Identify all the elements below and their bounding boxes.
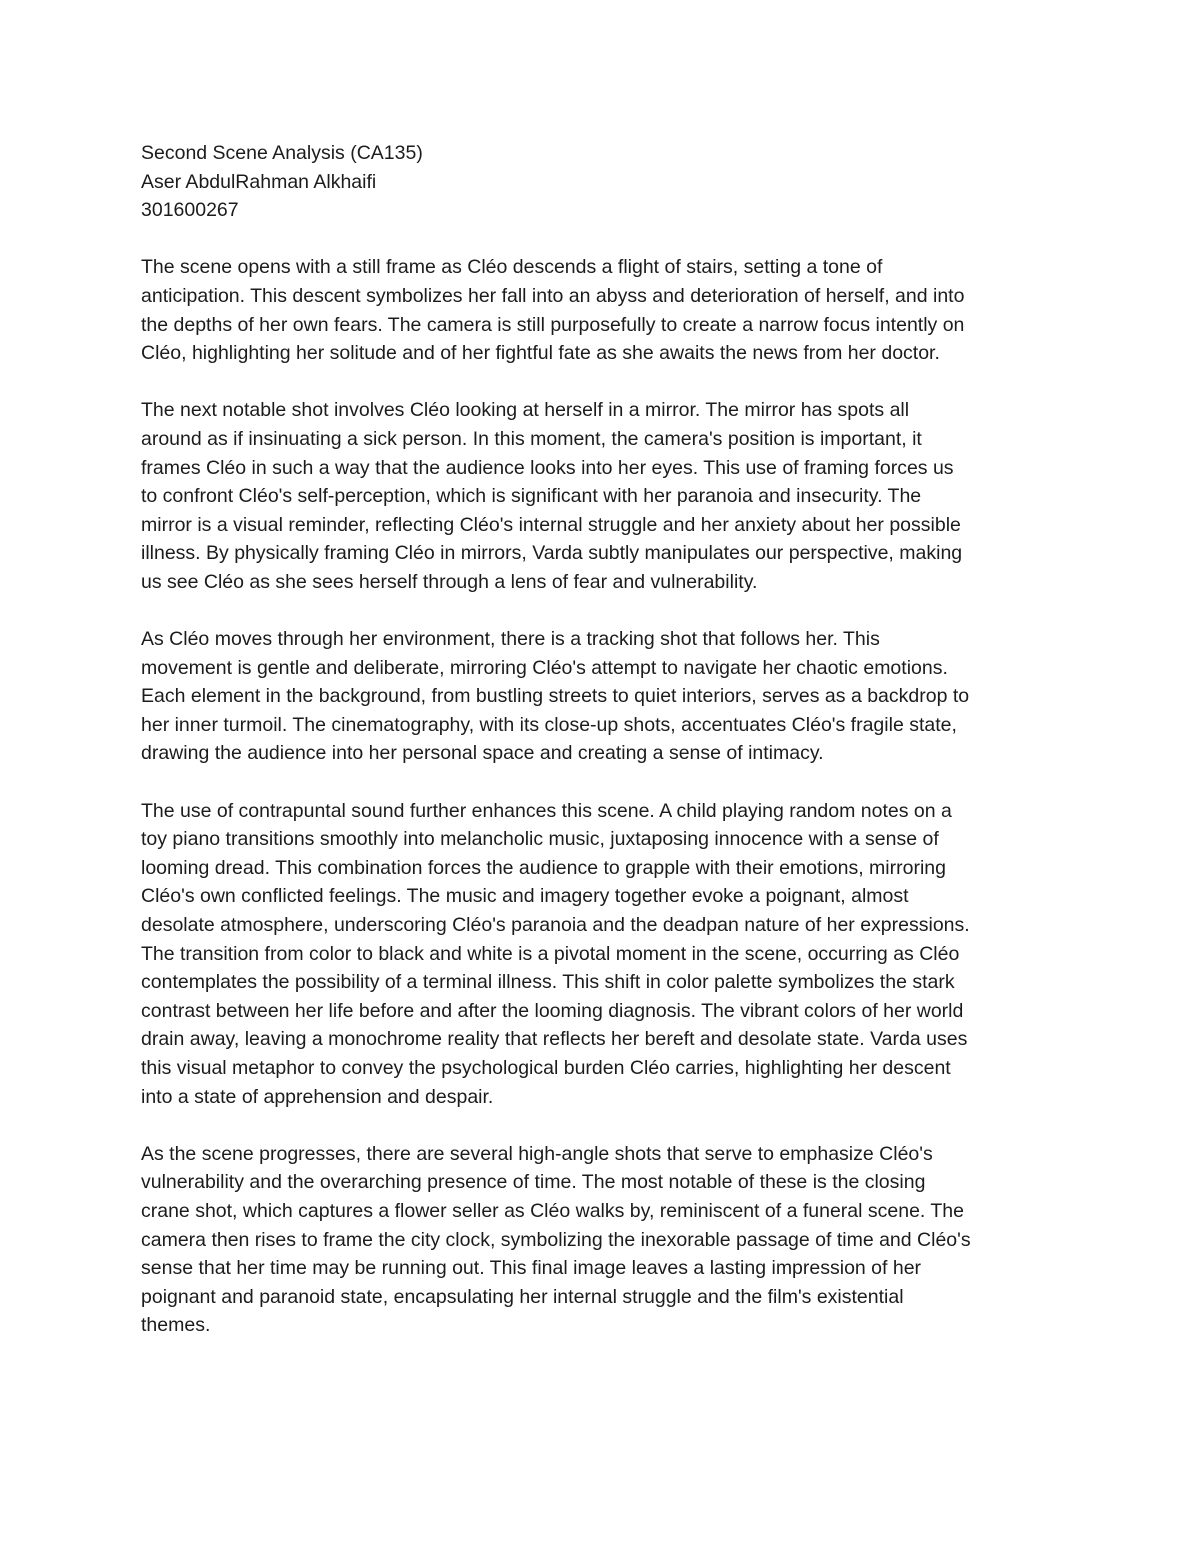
paragraph	[141, 1140, 1071, 1340]
text-line: anticipation. This descent symbolizes her fall into an abyss and deterioration of herself, and into	[141, 284, 965, 307]
text-line: Each element in the background, from bustling streets to quiet interiors, serves as a backdrop to	[141, 685, 970, 708]
text-line: contemplates the possibility of a terminal illness. This shift in color palette symbolizes the stark	[141, 971, 955, 994]
text-line: to confront Cléo's self-perception, which is significant with her paranoia and insecurity. The	[141, 485, 922, 508]
text-line: drawing the audience into her personal space and creating a sense of intimacy.	[141, 742, 824, 765]
text-line: around as if insinuating a sick person. In this moment, the camera's position is important, it	[141, 427, 922, 450]
text-line: The use of contrapuntal sound further enhances this scene. A child playing random notes on a	[141, 799, 952, 822]
author-name: Aser AbdulRahman Alkhaifi	[141, 170, 377, 193]
text-line: mirror is a visual reminder, reflecting Cléo's internal struggle and her anxiety about her possible	[141, 513, 961, 536]
document-body	[141, 253, 1071, 1340]
text-line: looming dread. This combination forces the audience to grapple with their emotions, mirroring	[141, 856, 946, 879]
text-line: the depths of her own fears. The camera is still purposefully to create a narrow focus intently on	[141, 313, 965, 336]
text-line: The transition from color to black and white is a pivotal moment in the scene, occurring as Cléo	[141, 942, 960, 965]
text-line: movement is gentle and deliberate, mirroring Cléo's attempt to navigate her chaotic emotions.	[141, 656, 948, 679]
document-title: Second Scene Analysis (CA135)	[141, 142, 423, 164]
paragraph	[141, 797, 1071, 1112]
text-line: drain away, leaving a monochrome reality that reflects her bereft and desolate state. Varda uses	[141, 1028, 968, 1051]
paragraph	[141, 253, 1071, 367]
text-line: vulnerability and the overarching presence of time. The most notable of these is the closing	[141, 1171, 926, 1194]
text-line: sense that her time may be running out. This final image leaves a lasting impression of her	[141, 1257, 922, 1280]
text-line: As the scene progresses, there are several high-angle shots that serve to emphasize Cléo's	[141, 1142, 933, 1165]
text-line: this visual metaphor to convey the psychological burden Cléo carries, highlighting her descent	[141, 1057, 951, 1079]
text-line: poignant and paranoid state, encapsulating her internal struggle and the film's existential	[141, 1285, 904, 1308]
text-line: us see Cléo as she sees herself through a lens of fear and vulnerability.	[141, 570, 758, 593]
text-line: Cléo, highlighting her solitude and of her fightful fate as she awaits the news from her doctor.	[141, 342, 940, 365]
text-line: frames Cléo in such a way that the audience looks into her eyes. This use of framing forces us	[141, 456, 954, 479]
paragraph	[141, 625, 1071, 768]
text-line: The scene opens with a still frame as Cléo descends a flight of stairs, setting a tone of	[141, 256, 883, 279]
text-line: illness. By physically framing Cléo in mirrors, Varda subtly manipulates our perspective, making	[141, 542, 963, 565]
student-id: 301600267	[141, 199, 239, 222]
text-line: toy piano transitions smoothly into melancholic music, juxtaposing innocence with a sense of	[141, 828, 939, 851]
text-line: themes.	[141, 1314, 211, 1337]
document-page	[141, 139, 1071, 1369]
text-line: into a state of apprehension and despair.	[141, 1085, 494, 1108]
text-line: camera then rises to frame the city clock, symbolizing the inexorable passage of time and Cléo's	[141, 1228, 971, 1251]
text-line: desolate atmosphere, underscoring Cléo's paranoia and the deadpan nature of her expressions.	[141, 914, 970, 937]
paragraph	[141, 396, 1071, 596]
text-line: crane shot, which captures a flower seller as Cléo walks by, reminiscent of a funeral scene. The	[141, 1199, 964, 1222]
text-line: As Cléo moves through her environment, there is a tracking shot that follows her. This	[141, 628, 880, 651]
text-line: The next notable shot involves Cléo looking at herself in a mirror. The mirror has spots all	[141, 399, 910, 422]
text-line: Cléo's own conflicted feelings. The music and imagery together evoke a poignant, almost	[141, 885, 909, 908]
text-line: her inner turmoil. The cinematography, with its close-up shots, accentuates Cléo's fragile state,	[141, 713, 957, 736]
text-line: contrast between her life before and after the looming diagnosis. The vibrant colors of her world	[141, 999, 964, 1022]
document-header	[141, 139, 1071, 225]
